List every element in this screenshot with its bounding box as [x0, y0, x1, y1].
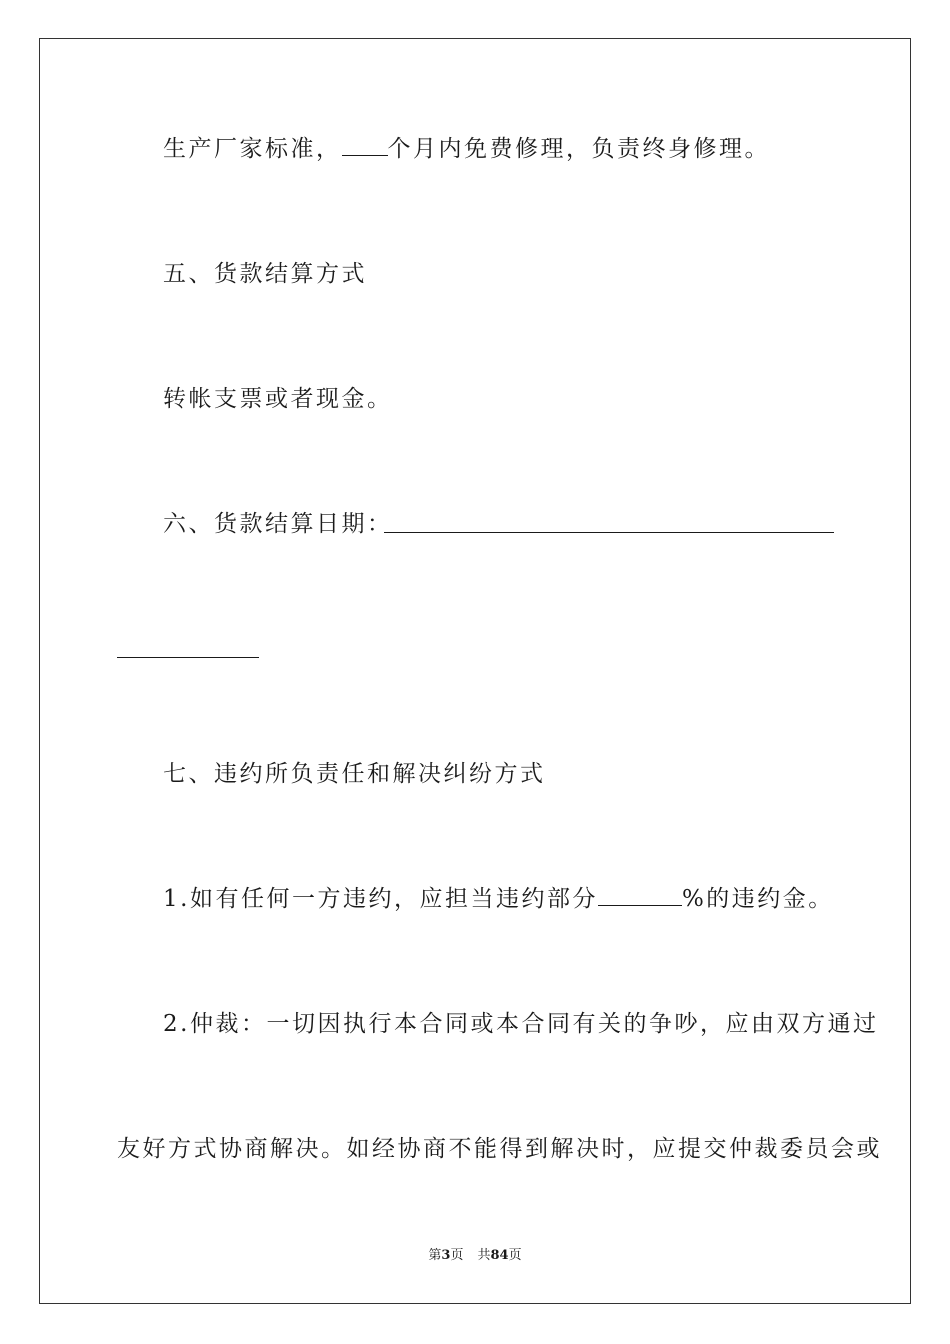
page-border: [39, 38, 911, 1304]
warranty-months-blank: [342, 135, 388, 156]
paragraph-penalty: [163, 884, 834, 914]
payment-method-text: 转帐支票或者现金。: [163, 386, 393, 412]
penalty-text-after: %的违约金。: [681, 886, 834, 912]
penalty-percent-blank: [598, 885, 682, 906]
page-footer: [0, 1248, 950, 1264]
footer-total-prefix: 共: [477, 1248, 491, 1263]
paragraph-arbitration-line1: [163, 1009, 878, 1039]
arbitration-text-line1: 2.仲裁：一切因执行本合同或本合同有关的争吵，应由双方通过: [163, 1011, 879, 1037]
payment-date-blank-line2: [117, 657, 259, 658]
warranty-text-before: 生产厂家标准，: [163, 136, 342, 162]
footer-page-number: 3: [441, 1248, 451, 1263]
footer-page-prefix: 第: [428, 1248, 442, 1263]
arbitration-text-line2: 友好方式协商解决。如经协商不能得到解决时，应提交仲裁委员会或: [117, 1136, 882, 1162]
payment-date-label: 六、货款结算日期：: [163, 511, 393, 537]
heading-payment-method-text: 五、货款结算方式: [163, 261, 367, 287]
warranty-text-after: 个月内免费修理，负责终身修理。: [387, 136, 770, 162]
heading-liability-text: 七、违约所负责任和解决纠纷方式: [163, 761, 546, 787]
paragraph-arbitration-line2: [117, 1134, 882, 1164]
penalty-text-before: 1.如有任何一方违约，应担当违约部分: [163, 886, 598, 912]
heading-payment-date: [163, 509, 393, 539]
paragraph-payment-method: [163, 384, 393, 414]
heading-liability: [163, 759, 546, 789]
footer-total-suffix: 页: [508, 1248, 522, 1263]
footer-total-number: 84: [490, 1248, 509, 1263]
payment-date-blank-line1: [384, 532, 834, 533]
footer-page-suffix: 页: [450, 1248, 464, 1263]
heading-payment-method: [163, 259, 367, 289]
paragraph-warranty: [163, 134, 770, 164]
